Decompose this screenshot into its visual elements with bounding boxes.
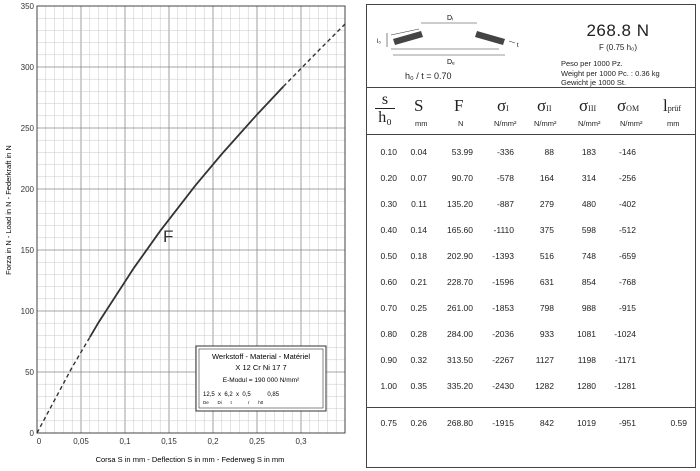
x-tick-label: 0,1 <box>119 437 131 446</box>
table-cell: 0.26 <box>410 418 427 428</box>
table-cell: -768 <box>618 277 636 287</box>
table-cell: 0.40 <box>380 225 397 235</box>
table-cell: 228.70 <box>447 277 473 287</box>
material-dims: 12,5 x 6,2 x 0,5 0,85 <box>203 392 280 398</box>
table-row <box>367 303 695 317</box>
y-tick-label: 150 <box>20 246 34 255</box>
table-cell: 335.20 <box>447 381 473 391</box>
table-cell: 0.35 <box>410 381 427 391</box>
table-row-nominal <box>367 418 695 432</box>
table-cell: 631 <box>539 277 554 287</box>
y-tick-label: 200 <box>20 185 34 194</box>
table-cell: 1280 <box>577 381 596 391</box>
table-cell: 314 <box>581 173 596 183</box>
table-cell: 0.70 <box>380 303 397 313</box>
table-cell: 0.30 <box>380 199 397 209</box>
header-sigma-om: σOM <box>617 96 640 115</box>
header-sigma-2: σII <box>537 96 552 115</box>
table-cell: 842 <box>539 418 554 428</box>
table-cell: 0.11 <box>411 199 427 209</box>
x-tick-label: 0,3 <box>295 437 307 446</box>
table-cell: -1915 <box>492 418 514 428</box>
table-cell: -2430 <box>492 381 514 391</box>
table-cell: 202.90 <box>447 251 473 261</box>
header-sigma-om-unit: N/mm² <box>620 119 643 128</box>
table-cell: 0.60 <box>380 277 397 287</box>
table-cell: 0.75 <box>380 418 397 428</box>
table-cell: 135.20 <box>447 199 473 209</box>
table-cell: 0.18 <box>410 251 427 261</box>
table-cell: 0.25 <box>410 303 427 313</box>
table-cell: 0.50 <box>380 251 397 261</box>
table-cell: -146 <box>618 147 636 157</box>
table-cell: 854 <box>581 277 596 287</box>
table-cell: -578 <box>496 173 514 183</box>
table-cell: 1282 <box>535 381 554 391</box>
table-cell: 164 <box>539 173 554 183</box>
table-cell: 0.90 <box>380 355 397 365</box>
material-box <box>196 346 326 411</box>
table-cell: -887 <box>496 199 514 209</box>
x-axis-label: Corsa S in mm - Deflection S in mm - Federweg S in mm <box>95 455 285 464</box>
table-row <box>367 147 695 161</box>
force-value: 268.8 N <box>586 21 650 40</box>
table-row <box>367 225 695 239</box>
table-row <box>367 277 695 291</box>
y-tick-label: 50 <box>25 368 34 377</box>
x-tick-label-origin: 0 <box>36 437 42 446</box>
x-tick-label: 0,2 <box>207 437 219 446</box>
table-row <box>367 381 695 395</box>
table-cell: 988 <box>581 303 596 313</box>
header-f: F <box>454 96 464 115</box>
table-cell: 1.00 <box>380 381 397 391</box>
table-cell: -915 <box>618 303 636 313</box>
y-tick-label: 250 <box>20 124 34 133</box>
header-sigma-1-unit: N/mm² <box>494 119 517 128</box>
table-cell: 0.07 <box>410 173 427 183</box>
table-header <box>367 87 695 135</box>
header-sigma-3-unit: N/mm² <box>578 119 601 128</box>
table-cell: 375 <box>539 225 554 235</box>
weight-line-en: Weight per 1000 Pc. : 0.36 kg <box>561 68 660 78</box>
y-tick-label: 300 <box>20 63 34 72</box>
header-l-pruef: lprüf <box>663 96 682 115</box>
material-title: Werkstoff - Material - Matériel <box>211 352 311 361</box>
table-cell: -1393 <box>492 251 514 261</box>
height-thickness-ratio: h₀ / t = 0.70 <box>405 71 452 81</box>
table-cell: -336 <box>496 147 514 157</box>
table-cell: 165.60 <box>447 225 473 235</box>
force-label: F (0.75 h₀) <box>599 43 637 52</box>
x-tick-label: 0,15 <box>161 437 177 446</box>
table-cell: 933 <box>539 329 554 339</box>
material-alloy: X 12 Cr Ni 17 7 <box>235 363 287 372</box>
table-row <box>367 251 695 265</box>
table-cell: -1853 <box>492 303 514 313</box>
table-cell: 53.99 <box>451 147 473 157</box>
series-F-dashed-end <box>283 24 345 86</box>
table-cell: 0.20 <box>380 173 397 183</box>
frac-top: s <box>381 91 389 108</box>
table-cell: 313.50 <box>447 355 473 365</box>
table-cell: 284.00 <box>447 329 473 339</box>
header-s: S <box>414 96 424 115</box>
diagram-t-label: t <box>517 43 519 49</box>
header-sigma-2-unit: N/mm² <box>534 119 557 128</box>
table-cell: 0.10 <box>380 147 397 157</box>
table-cell: -1171 <box>614 355 636 365</box>
table-cell: 0.14 <box>410 225 427 235</box>
table-cell: -512 <box>618 225 636 235</box>
y-tick-label: 350 <box>20 2 34 11</box>
weight-line-it: Peso per 1000 Pz. <box>561 59 623 68</box>
table-row <box>367 355 695 369</box>
table-cell: 1198 <box>577 355 596 365</box>
curve-label-F: F <box>163 227 174 246</box>
table-row <box>367 329 695 343</box>
table-cell: 1019 <box>577 418 596 428</box>
table-cell: -2036 <box>492 329 514 339</box>
table-cell: 0.28 <box>410 329 427 339</box>
table-cell: 798 <box>539 303 554 313</box>
table-cell: 598 <box>581 225 596 235</box>
table-cell: 0.04 <box>410 147 427 157</box>
x-tick-label: 0,25 <box>249 437 265 446</box>
table-cell: 0.80 <box>380 329 397 339</box>
y-tick-label: 100 <box>20 307 34 316</box>
header-sigma-1: σI <box>497 96 509 115</box>
table-row <box>367 199 695 213</box>
table-cell: -1281 <box>614 381 636 391</box>
material-modulus: E-Modul = 190 000 N/mm² <box>222 377 300 384</box>
table-cell: 516 <box>539 251 554 261</box>
table-cell: -1024 <box>614 329 636 339</box>
header-s-unit: mm <box>415 119 428 128</box>
table-cell: 88 <box>544 147 554 157</box>
table-cell: 0.21 <box>410 277 427 287</box>
material-dims-labels: De Di t r h0 <box>203 400 264 405</box>
y-tick-label: 0 <box>29 429 34 438</box>
header-l-pruef-unit: mm <box>667 119 680 128</box>
frac-bottom: h₀ <box>378 109 392 126</box>
diagram-di-label: Dᵢ <box>447 15 454 22</box>
table-cell: 480 <box>581 199 596 209</box>
table-cell: -2267 <box>492 355 514 365</box>
table-cell: -256 <box>618 173 636 183</box>
spec-panel <box>366 4 696 468</box>
table-row <box>367 173 695 187</box>
table-cell: -402 <box>618 199 636 209</box>
table-cell: -659 <box>618 251 636 261</box>
table-cell: 183 <box>581 147 596 157</box>
y-axis-label: Forza in N - Load in N - Federkraft in N <box>4 145 13 275</box>
weight-line-de: Gewicht je 1000 St. <box>561 78 627 87</box>
table-cell: 748 <box>581 251 596 261</box>
table-cell: 0.32 <box>410 355 427 365</box>
table-cell: 1127 <box>535 355 554 365</box>
table-cell: -1110 <box>493 225 514 235</box>
x-tick-label: 0,05 <box>73 437 89 446</box>
weight-info <box>561 59 660 88</box>
header-f-unit: N <box>458 119 464 128</box>
table-cell: 268.80 <box>447 418 473 428</box>
diagram-de-label: Dₑ <box>447 59 455 66</box>
table-cell: -951 <box>618 418 636 428</box>
table-cell: 261.00 <box>447 303 473 313</box>
header-s-h0 <box>375 92 395 125</box>
table-cell: -1596 <box>492 277 514 287</box>
header-sigma-3: σIII <box>579 96 597 115</box>
diagram-l0-label: l₀ <box>377 39 381 45</box>
table-cell: 1081 <box>577 329 596 339</box>
table-cell: 90.70 <box>451 173 473 183</box>
table-cell: 0.59 <box>670 418 687 428</box>
table-cell: 279 <box>539 199 554 209</box>
